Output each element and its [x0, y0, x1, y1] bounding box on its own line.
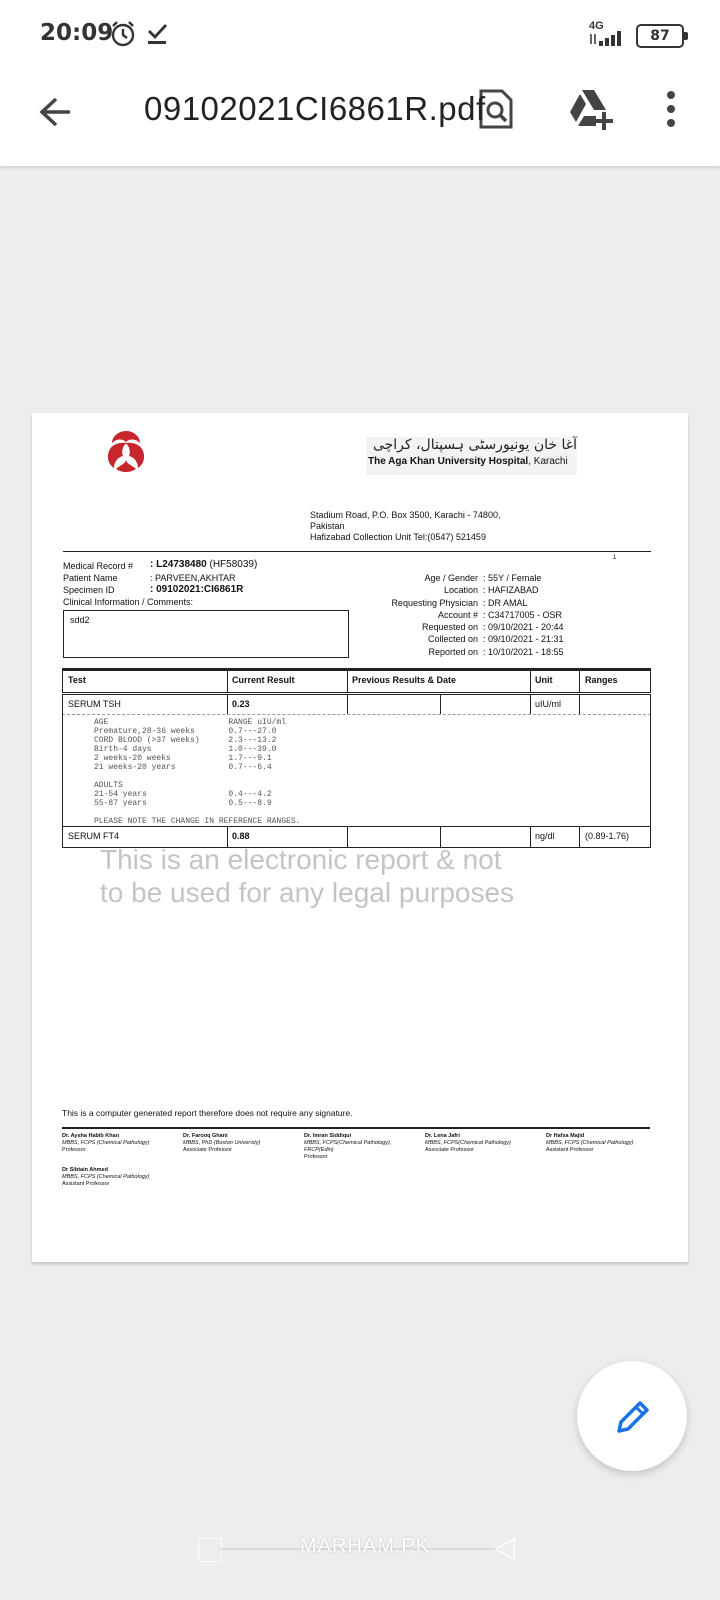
requested-value: : 09/10/2021 - 20:44: [483, 622, 564, 633]
nav-square-ghost: [198, 1538, 222, 1562]
alarm-icon: [110, 20, 136, 53]
address-line: Hafizabad Collection Unit Tel:(0547) 521459: [310, 532, 486, 542]
ft4-unit: ng/dl: [535, 831, 555, 841]
header-previous-results: Previous Results & Date: [352, 675, 457, 685]
header-test: Test: [68, 675, 86, 685]
back-arrow-icon[interactable]: [36, 94, 76, 135]
footer-divider: [62, 1127, 650, 1129]
pencil-icon: [613, 1397, 653, 1442]
reference-ranges-block: [62, 714, 651, 826]
doctor-signature: Dr. Aysha Habib Khan MBBS, FCPS (Chemical Pathology) Professor: [62, 1133, 150, 1153]
account-label: Account #: [437, 609, 478, 620]
address-line: Stadium Road, P.O. Box 3500, Karachi - 74800,: [310, 510, 501, 520]
download-done-icon: [146, 20, 168, 51]
doctor-signature: Dr. Imran Siddiqui MBBS, FCPS(Chemical Pathology), FRCP(Edin) Professor: [304, 1133, 392, 1160]
doctor-signature: Dr. Farooq Ghani MBBS, PhD (Boston University) Associate Professor: [183, 1133, 261, 1153]
mrn-label: Medical Record #: [63, 561, 134, 571]
patient-label: Patient Name: [63, 573, 118, 583]
hospital-city: , Karachi: [528, 456, 568, 467]
header-current-result: Current Result: [232, 675, 295, 685]
account-value: : C34717005 - OSR: [483, 609, 563, 620]
doctor-signature: Dr Sibtain Ahmed MBBS, FCPS (Chemical Pathology) Assistant Professor: [62, 1167, 150, 1187]
tsh-unit: uIU/ml: [535, 699, 562, 709]
requested-label: Requested on: [421, 622, 478, 633]
footer-note: This is a computer generated report therefore does not require any signature.: [62, 1108, 353, 1118]
location-value: : HAFIZABAD: [483, 585, 539, 596]
nav-back-triangle-icon: [492, 1536, 518, 1567]
edit-button[interactable]: [577, 1361, 687, 1471]
status-time: 20:09: [40, 20, 114, 46]
tsh-result: 0.23: [232, 699, 250, 709]
collected-label: Collected on: [427, 634, 478, 645]
pdf-page[interactable]: آغا خان یونیورسٹی ہسپتال، کراچی The Aga Khan University Hospital, Karachi Stadium Road, P.O. Box 3500, Karachi - 74800, Pakistan Hafizabad Collection Unit Tel:(0547) 521459 1 Medical Record # : L24738480 (HF58039) Patient Name : PARVEEN,AKHTAR Specimen ID : 09102021:CI6861R Clinical Information / Comments: sdd2 Age / Gender Location Requesting Physician Account # Requested on Collected on Reported on : 55Y / Female : HAFIZABAD : DR AMAL : C34717005 - OSR : 09/10/2021 - 20:44 : 09/10/2021 - 21:31 : 10/10/2021 - 18:55 Test Current Result Previous Results & Date Unit Ranges SERUM TSH 0.23 uIU/ml AGE RANGE uIU/ml Premature,28-36 weeks 0.7---27.0 CORD BLOOD (>37 weeks) 2.3---13.2 Birth-4 days 1.0---39.0 2 weeks-20 weeks 1.7---9.1 21 weeks-20 years 0.7---6.4 ADULTS 21-54 years 0.4---4.2 55-87 years 0.5---8.9 PLEASE NOTE THE CHANGE IN REFERENCE RANGES. SERUM FT4 0.88 ng/dl (0.89-1.76) This is an electronic report & not to be used for any legal purposes This is a computer generated report therefore does not require any signature. Dr. Aysha Habib Khan MBBS, FCPS (Chemical Pathology) Professor Dr. Farooq Ghani MBBS, PhD (Boston University) Associate Professor Dr. Imran Siddiqui MBBS, FCPS(Chemical Pathology), FRCP(Edin) Professor Dr. Lena Jafri MBBS, FCPS(Chemical Pathology) Associate Professor Dr Hafsa Majid MBBS, FCPS (Chemical Pathology) Assistant Professor Dr Sibtain Ahmed MBBS, FCPS (Chemical Pathology) Assistant Professor: [32, 413, 688, 1262]
header-unit: Unit: [535, 675, 553, 685]
comment-text: sdd2: [70, 615, 90, 625]
hospital-name: The Aga Khan University Hospital: [368, 456, 529, 467]
page-number: 1: [613, 555, 617, 561]
status-bar: [0, 0, 720, 68]
hospital-header: [366, 437, 577, 475]
hospital-urdu-name: آغا خان یونیورسٹی ہسپتال، کراچی: [372, 437, 577, 453]
mrn-extra: (HF58039): [209, 559, 258, 570]
hospital-logo: [104, 429, 148, 478]
reported-label: Reported on: [428, 646, 478, 657]
battery-indicator: 87: [636, 24, 684, 48]
specimen-label: Specimen ID: [63, 585, 115, 595]
add-to-drive-icon[interactable]: [568, 88, 616, 135]
physician-label: Requesting Physician: [391, 597, 478, 608]
header-ranges: Ranges: [585, 675, 618, 685]
ft4-test-name: SERUM FT4: [68, 831, 120, 841]
reported-value: : 10/10/2021 - 18:55: [483, 646, 564, 657]
more-options-icon[interactable]: [666, 90, 676, 133]
ft4-result: 0.88: [232, 831, 250, 841]
doctor-signature: Dr. Lena Jafri MBBS, FCPS(Chemical Pathology) Associate Professor: [425, 1133, 511, 1153]
doctor-signature: Dr Hafsa Majid MBBS, FCPS (Chemical Pathology) Assistant Professor: [546, 1133, 634, 1153]
document-title: 09102021CI6861R.pdf: [144, 90, 486, 127]
signal-icon: [589, 30, 625, 51]
right-labels: [326, 572, 478, 658]
reference-ranges-text: AGE RANGE uIU/ml Premature,28-36 weeks 0.7---27.0 CORD BLOOD (>37 weeks) 2.3---13.2 Birth-4 days 1.0---39.0 2 weeks-20 weeks 1.7---9.1 21 weeks-20 years 0.7---6.4 ADULTS 21-54 years 0.4---4.2 55-87 years 0.5---8.9 PLEASE NOTE THE CHANGE IN REFERENCE RANGES.: [94, 718, 301, 826]
ft4-range: (0.89-1.76): [585, 831, 630, 841]
patient-value: PARVEEN,AKHTAR: [155, 573, 236, 583]
electronic-report-watermark: This is an electronic report & not to be used for any legal purposes: [100, 844, 515, 908]
age-gender-label: Age / Gender: [424, 573, 478, 583]
comments-box: [63, 610, 349, 658]
tsh-test-name: SERUM TSH: [68, 699, 121, 709]
clinical-label: Clinical Information / Comments:: [63, 597, 194, 607]
address-line: Pakistan: [310, 521, 345, 531]
mrn-value: L24738480: [156, 559, 207, 570]
right-values: [483, 572, 564, 658]
collected-value: : 09/10/2021 - 21:31: [483, 634, 564, 645]
table-row-tsh: [62, 694, 651, 715]
physician-value: : DR AMAL: [483, 597, 528, 608]
hospital-address: [310, 510, 500, 543]
age-gender-value: : 55Y / Female: [483, 573, 542, 583]
divider: [63, 551, 651, 552]
specimen-value: 09102021:CI6861R: [156, 584, 244, 595]
marham-watermark: MARHAM.PK: [300, 1535, 431, 1557]
network-type: 4G: [589, 20, 604, 32]
location-label: Location: [443, 585, 478, 596]
